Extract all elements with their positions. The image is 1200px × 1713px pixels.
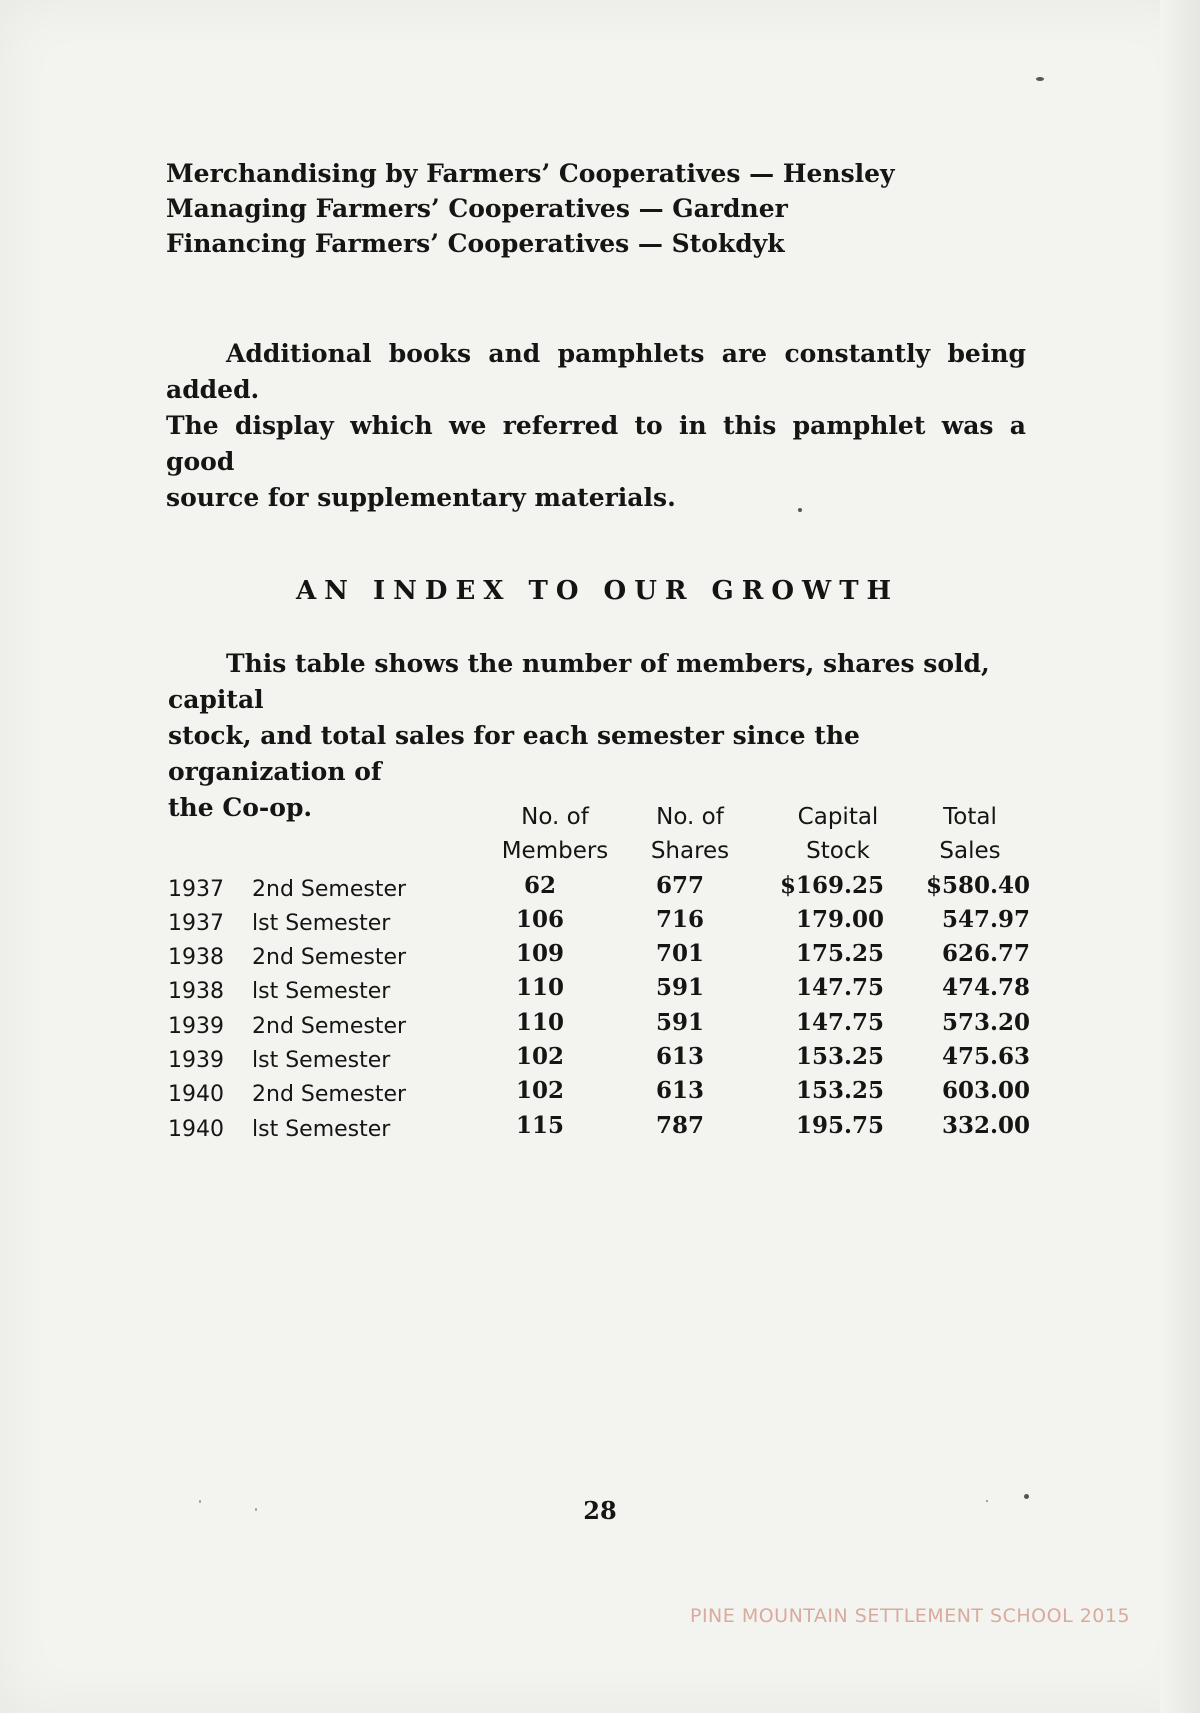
cell-capital: 147.75 — [795, 1009, 884, 1036]
cell-capital: 179.00 — [795, 906, 884, 933]
row-semester: 2nd Semester — [252, 945, 407, 970]
header-line: Stock — [806, 838, 870, 864]
header-shares — [630, 800, 750, 868]
row-semester: lst Semester — [252, 911, 391, 936]
cell-capital: $169.25 — [779, 872, 884, 899]
book-list-item: Financing Farmers’ Cooperatives — Stokdyk — [166, 229, 785, 258]
scan-speck — [986, 1500, 988, 1502]
header-line: Shares — [650, 838, 730, 864]
scan-speck — [255, 1508, 257, 1511]
table-intro-paragraph — [168, 646, 1030, 826]
header-sales — [920, 800, 1020, 868]
section-title: AN INDEX TO OUR GROWTH — [296, 576, 900, 606]
cell-sales: 573.20 — [941, 1009, 1030, 1036]
scan-speck — [1036, 77, 1044, 81]
cell-sales: $580.40 — [925, 872, 1030, 899]
header-line: Total — [943, 804, 997, 830]
cell-sales: 332.00 — [941, 1112, 1030, 1139]
header-members — [480, 800, 630, 868]
header-line: Members — [501, 838, 609, 864]
cell-members: 109 — [515, 940, 564, 967]
header-capital — [778, 800, 898, 868]
row-semester: 2nd Semester — [252, 877, 407, 902]
paragraph-line: Additional books and pamphlets are constantly being added. — [166, 339, 1026, 404]
cell-shares: 613 — [655, 1043, 704, 1070]
cell-members: 110 — [515, 1009, 564, 1036]
row-semester: lst Semester — [252, 979, 391, 1004]
cell-shares: 716 — [655, 906, 704, 933]
row-year: 1939 — [168, 1014, 224, 1039]
book-list-item: Merchandising by Farmers’ Cooperatives — Hensley — [166, 159, 895, 188]
scan-speck — [798, 508, 802, 512]
cell-members: 62 — [523, 872, 556, 899]
cell-sales: 547.97 — [941, 906, 1030, 933]
cell-shares: 677 — [655, 872, 704, 899]
cell-shares: 591 — [655, 974, 704, 1001]
paragraph-line: stock, and total sales for each semester since the organization of — [168, 721, 860, 786]
row-semester: lst Semester — [252, 1117, 391, 1142]
scan-speck — [199, 1500, 201, 1503]
row-year: 1937 — [168, 877, 224, 902]
additional-books-paragraph — [166, 336, 1026, 516]
cell-shares: 591 — [655, 1009, 704, 1036]
cell-members: 102 — [515, 1077, 564, 1104]
row-year: 1937 — [168, 911, 224, 936]
paragraph-line: source for supplementary materials. — [166, 483, 676, 512]
cell-capital: 153.25 — [795, 1077, 884, 1104]
cell-sales: 626.77 — [941, 940, 1030, 967]
cell-members: 115 — [515, 1112, 564, 1139]
cell-capital: 153.25 — [795, 1043, 884, 1070]
row-year: 1939 — [168, 1048, 224, 1073]
cell-sales: 475.63 — [941, 1043, 1030, 1070]
cell-capital: 195.75 — [795, 1112, 884, 1139]
scan-speck — [1024, 1494, 1029, 1499]
cell-members: 102 — [515, 1043, 564, 1070]
cell-shares: 787 — [655, 1112, 704, 1139]
cell-sales: 474.78 — [941, 974, 1030, 1001]
row-semester: lst Semester — [252, 1048, 391, 1073]
paragraph-line: the Co-op. — [168, 793, 313, 822]
cell-shares: 701 — [655, 940, 704, 967]
cell-sales: 603.00 — [941, 1077, 1030, 1104]
row-semester: 2nd Semester — [252, 1014, 407, 1039]
paragraph-line: The display which we referred to in this pamphlet was a good — [166, 411, 1026, 476]
cell-members: 106 — [515, 906, 564, 933]
header-line: Sales — [939, 838, 1001, 864]
book-list — [166, 156, 926, 261]
cell-capital: 147.75 — [795, 974, 884, 1001]
cell-shares: 613 — [655, 1077, 704, 1104]
header-line: Capital — [797, 804, 879, 830]
row-year: 1938 — [168, 945, 224, 970]
header-line: No. of — [521, 804, 589, 830]
paragraph-line: This table shows the number of members, shares sold, capital — [168, 649, 990, 714]
book-list-item: Managing Farmers’ Cooperatives — Gardner — [166, 194, 788, 223]
page-number: 28 — [583, 1496, 617, 1525]
row-year: 1940 — [168, 1082, 224, 1107]
cell-capital: 175.25 — [795, 940, 884, 967]
header-line: No. of — [656, 804, 724, 830]
row-semester: 2nd Semester — [252, 1082, 407, 1107]
row-year: 1940 — [168, 1117, 224, 1142]
page-edge-shadow — [1160, 0, 1200, 1713]
watermark: PINE MOUNTAIN SETTLEMENT SCHOOL 2015 — [690, 1605, 1131, 1627]
cell-members: 110 — [515, 974, 564, 1001]
row-year: 1938 — [168, 979, 224, 1004]
